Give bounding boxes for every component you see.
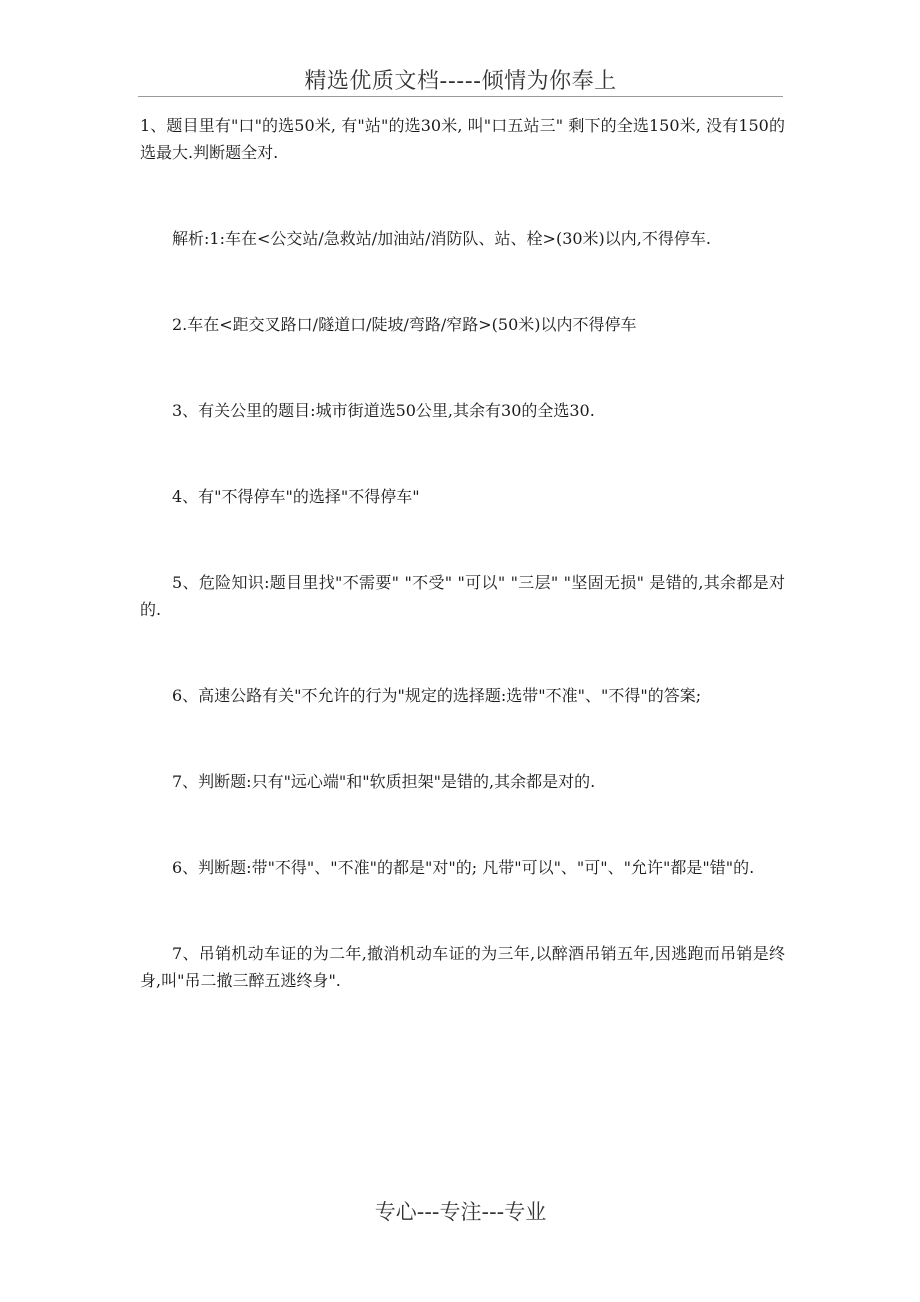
paragraph-8: 7、判断题:只有"远心端"和"软质担架"是错的,其余都是对的. <box>172 772 596 791</box>
paragraph-2: 解析:1:车在<公交站/急救站/加油站/消防队、站、栓>(30米)以内,不得停车. <box>172 229 711 248</box>
paragraph-3: 2.车在<距交叉路口/隧道口/陡坡/弯路/窄路>(50米)以内不得停车 <box>172 315 637 334</box>
paragraph-9: 6、判断题:带"不得"、"不准"的都是"对"的; 凡带"可以"、"可"、"允许"都是"错"的. <box>172 858 755 877</box>
paragraph-6: 5、危险知识:题目里找"不需要" "不受" "可以" "三层" "坚固无损" 是错的,其余都是对的. <box>140 573 785 619</box>
paragraph-7: 6、高速公路有关"不允许的行为"规定的选择题:选带"不准"、"不得"的答案; <box>172 686 702 705</box>
paragraph-10: 7、吊销机动车证的为二年,撤消机动车证的为三年,以醉酒吊销五年,因逃跑而吊销是终身,叫"吊二撤三醉五逃终身". <box>140 944 785 990</box>
paragraph-1: 1、题目里有"口"的选50米, 有"站"的选30米, 叫"口五站三" 剩下的全选150米, 没有150的选最大.判断题全对. <box>140 116 785 162</box>
paragraph-5: 4、有"不得停车"的选择"不得停车" <box>172 487 420 506</box>
paragraph-4: 3、有关公里的题目:城市街道选50公里,其余有30的全选30. <box>172 401 595 420</box>
document-body <box>140 112 785 994</box>
page-footer: 专心---专注---专业 <box>374 1200 547 1224</box>
page-header: 精选优质文档-----倾情为你奉上 <box>304 69 617 94</box>
header-divider <box>138 96 783 97</box>
